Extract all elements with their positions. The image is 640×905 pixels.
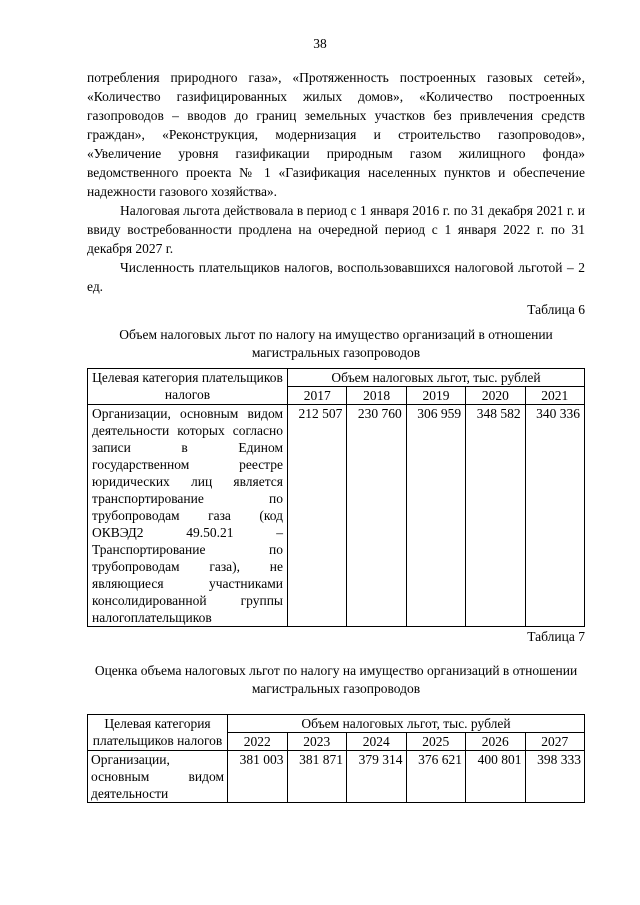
table6-year: 2020: [466, 387, 525, 405]
table7-year: 2022: [228, 733, 288, 751]
table7-value: 376 621: [406, 751, 466, 803]
table7-row-category: Организации, основным видом деятельности: [88, 751, 228, 803]
table7-year: 2026: [466, 733, 526, 751]
table7-year: 2023: [287, 733, 347, 751]
paragraph-2: Налоговая льгота действовала в период с 1 января 2016 г. по 31 декабря 2021 г. и ввиду востребованности продлена на очередной период с 1 января 2022 г. по 31 декабря 2027 г.: [87, 203, 585, 256]
table6-value: 212 507: [288, 405, 347, 627]
table7-year: 2024: [347, 733, 407, 751]
table7-value: 379 314: [347, 751, 407, 803]
table6-value: 348 582: [466, 405, 525, 627]
table6-value: 340 336: [525, 405, 584, 627]
table7: [87, 714, 585, 803]
table7-header-volume: Объем налоговых льгот, тыс. рублей: [228, 715, 585, 733]
table7-year: 2025: [406, 733, 466, 751]
table7-year: 2027: [525, 733, 585, 751]
table6-row-category: Организации, основным видом деятельности которых согласно записи в Едином государственном реестре юридических лиц является транспортирование по трубопроводам газа (код ОКВЭД2 49.50.21 – Транспортирование по трубопроводам газа), не являющиеся участниками консолидированной группы налогоплательщиков: [88, 405, 288, 627]
paragraph-3: Численность плательщиков налогов, воспользовавшихся налоговой льготой – 2 ед.: [87, 260, 585, 294]
table7-value: 400 801: [466, 751, 526, 803]
table6: [87, 368, 585, 627]
table7-header-category: Целевая категория плательщиков налогов: [88, 715, 228, 751]
table6-year: 2017: [288, 387, 347, 405]
table6-year: 2018: [347, 387, 406, 405]
table7-label: Таблица 7: [527, 629, 585, 644]
page-number: 38: [313, 36, 327, 51]
table7-title: Оценка объема налоговых льгот по налогу на имущество организаций в отношении магистральных газопроводов: [94, 663, 578, 696]
table6-year: 2021: [525, 387, 584, 405]
table6-header-volume: Объем налоговых льгот, тыс. рублей: [288, 369, 585, 387]
table-row: [88, 405, 585, 627]
table6-header-row: [88, 369, 585, 387]
table6-value: 306 959: [406, 405, 465, 627]
paragraph-1: потребления природного газа», «Протяженность построенных газовых сетей», «Количество газифицированных жилых домов», «Количество построенных газопроводов – вводов до границ земельных участков без привлечения средств граждан», «Реконструкция, модернизация и строительство газопроводов», «Увеличение уровня газификации природным газом жилищного фонда» ведомственного проекта № 1 «Газификация населенных пунктов и обеспечение надежности газового хозяйства».: [87, 70, 585, 199]
table7-value: 381 871: [287, 751, 347, 803]
table6-value: 230 760: [347, 405, 406, 627]
table7-header-row: [88, 715, 585, 733]
table6-label: Таблица 6: [527, 302, 585, 317]
table6-header-category: Целевая категория плательщиков налогов: [88, 369, 288, 405]
table6-title: Объем налоговых льгот по налогу на имущество организаций в отношении магистральных газопроводов: [119, 327, 553, 360]
table7-value: 398 333: [525, 751, 585, 803]
body-text: [87, 68, 585, 803]
table7-value: 381 003: [228, 751, 288, 803]
table-row: [88, 751, 585, 803]
table6-year: 2019: [406, 387, 465, 405]
